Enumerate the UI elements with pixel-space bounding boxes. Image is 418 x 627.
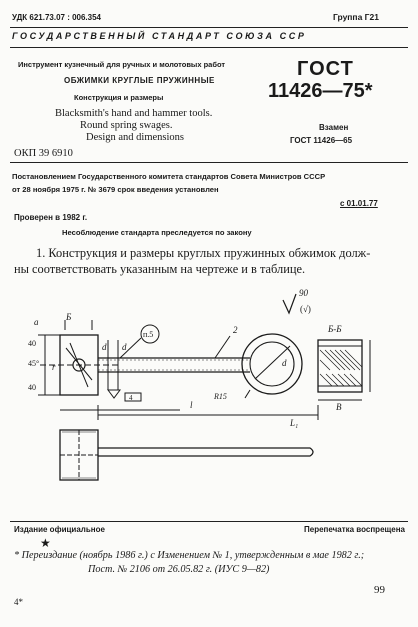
technical-drawing [0,280,418,520]
roughness-paren: (√) [300,304,311,314]
body-paragraph-line-2: ны соответствовать указанным на чертеже и в таблице. [14,262,306,276]
gost-label: ГОСТ [297,58,354,80]
english-title-3: Design and dimensions [86,132,184,143]
signature-mark: 4* [14,597,23,607]
effective-date: с 01.01.77 [340,199,378,208]
standard-title: ГОСУДАРСТВЕННЫЙ СТАНДАРТ СОЮЗА ССР [12,31,307,41]
tool-category: Инструмент кузнечный для ручных и молотовых работ [18,60,226,69]
ring-outer [242,334,302,394]
label-45: 45° [28,359,40,368]
label-40-lower: 40 [28,383,36,392]
section-view [318,340,362,392]
okp-code: ОКП 39 6910 [14,148,73,159]
roughness-symbol-icon [283,294,296,313]
body-paragraph-line-1: 1. Конструкция и размеры круглых пружинных обжимок долж- [36,246,371,260]
footer-rule [10,521,408,522]
label-r: r [52,362,56,372]
label-l1: L₁ [290,418,299,428]
label-d-ring: d [282,358,287,368]
label-d1: d [122,342,127,352]
reissue-note-1: * Переиздание (ноябрь 1986 г.) с Изменением № 1, утвержденным в мае 1982 г.; [14,550,365,561]
reprint-prohibited: Перепечатка воспрещена [304,525,405,534]
label-b-mark: Б [66,312,72,322]
reissue-note-2: Пост. № 2106 от 26.05.82 г. (ИУС 9—82) [88,564,270,575]
law-note: Несоблюдение стандарта преследуется по закону [62,228,252,237]
label-40-upper: 40 [28,339,36,348]
subtitle: Конструкция и размеры [74,93,164,102]
product-name: ОБЖИМКИ КРУГЛЫЕ ПРУЖИННЫЕ [64,76,215,85]
label-n5: п.5 [143,330,154,339]
header-rule-top [10,27,408,28]
label-d: d [102,342,107,352]
page-number: 99 [374,584,385,596]
label-r15: R15 [214,392,227,401]
label-b-dim: B [336,402,342,412]
label-section-bb: Б-Б [328,324,342,334]
gost-number: 11426—75* [268,80,373,102]
label-l: l [190,400,193,410]
group-code: Группа Г21 [333,12,379,22]
label-2: 2 [233,325,238,335]
replace-label: Взамен [319,123,349,132]
english-title-1: Blacksmith's hand and hammer tools. [55,108,213,119]
header-rule-bottom [10,47,408,48]
resolution-line-1: Постановлением Государственного комитета стандартов Совета Министров СССР [12,172,326,181]
star-icon: ★ [40,536,51,550]
official-edition: Издание официальное [14,525,105,534]
roughness-value: 90 [299,288,308,298]
checked-note: Проверен в 1982 г. [14,213,88,222]
replace-value: ГОСТ 11426—65 [290,136,353,145]
okp-rule [10,162,408,163]
resolution-line-2: от 28 ноября 1975 г. № 3679 срок введения установлен [12,185,219,194]
english-title-2: Round spring swages. [80,120,173,131]
label-a: a [34,317,39,327]
label-delta4: 4 [129,394,133,402]
udk-code: УДК 621.73.07 : 006.354 [12,13,101,22]
